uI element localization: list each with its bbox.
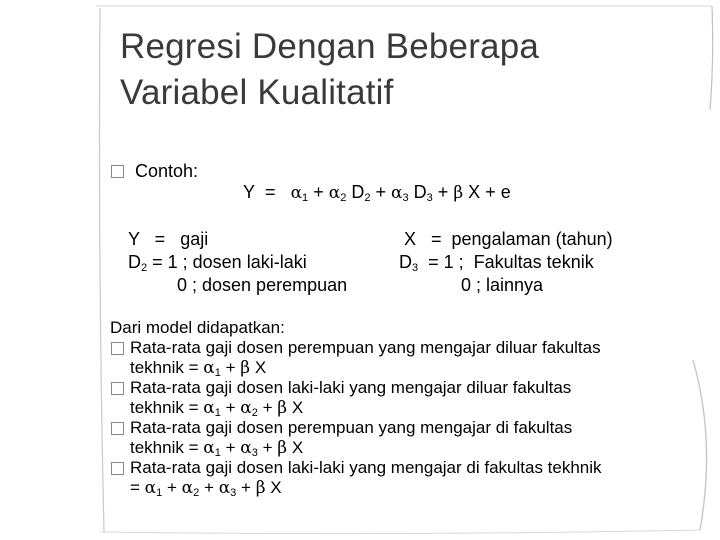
contoh-label: Contoh:	[135, 161, 199, 181]
slide-title	[120, 24, 680, 116]
def-x: X = pengalaman (tahun)	[404, 229, 613, 249]
bullet-icon	[111, 342, 124, 355]
bullet-icon	[111, 165, 124, 178]
regression-equation: Y = $\alpha_1 + \alpha_2$ $D_2 + \alpha_3$ $D_3 + \beta$ X + e	[243, 182, 511, 204]
title-line-1: Regresi Dengan Beberapa	[120, 27, 540, 66]
results-intro: Dari model didapatkan:	[110, 318, 285, 337]
title-line-2: Variabel Kualitatif	[120, 73, 394, 112]
bullet-icon	[111, 382, 124, 395]
list-item: Rata-rata gaji dosen perempuan yang mengajar diluar fakultas tekhnik = $\alpha_1 + \beta$ X	[110, 338, 700, 378]
bullet-icon	[111, 462, 124, 475]
def-y: Y = gaji	[128, 229, 209, 249]
def-d3: $D_3 = 1$ ; Fakultas teknik	[399, 252, 594, 274]
bullet-icon	[111, 422, 124, 435]
def-d2: $D_2 = 1$ ; dosen laki-laki	[128, 252, 307, 274]
def-d2-alt: 0 ; dosen perempuan	[177, 275, 348, 295]
list-item: Rata-rata gaji dosen laki-laki yang mengajar diluar fakultas tekhnik = $\alpha_1 + \alpha_2 + \beta$ X	[110, 378, 700, 418]
list-item: Rata-rata gaji dosen perempuan yang mengajar di fakultas tekhnik = $\alpha_1 + \alpha_3 + \beta$ X	[110, 418, 700, 458]
contoh-row	[111, 160, 198, 182]
list-item: Rata-rata gaji dosen laki-laki yang mengajar di fakultas tekhnik = $\alpha_1 + \alpha_2 + \alpha_3 + \beta$ X	[110, 458, 700, 498]
def-d3-alt: 0 ; lainnya	[461, 275, 544, 295]
results-list	[110, 318, 700, 498]
